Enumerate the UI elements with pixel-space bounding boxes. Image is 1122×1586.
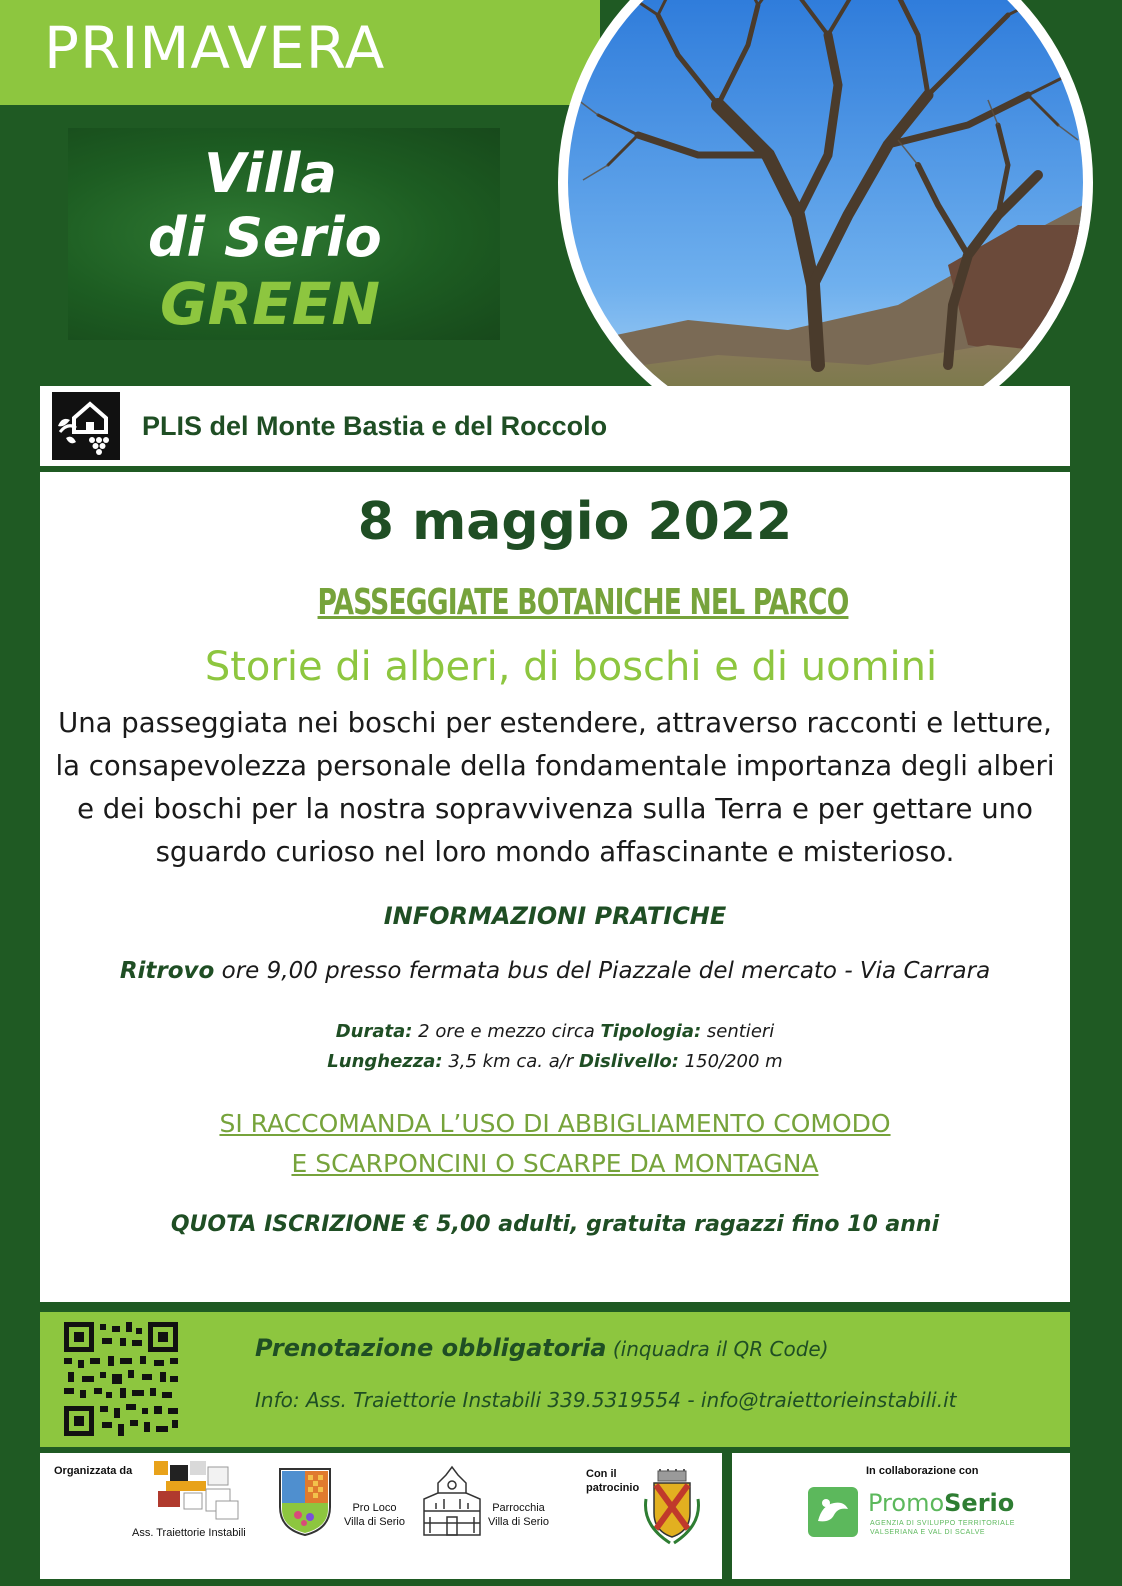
event-title: PASSEGGIATE BOTANICHE NEL PARCO [317, 582, 849, 623]
parrocchia-line-1: Parrocchia [492, 1502, 545, 1514]
elevation-value: 150/200 m [678, 1051, 783, 1072]
coat-of-arms-icon [640, 1469, 704, 1547]
patronage-line-1: Con il [586, 1468, 617, 1480]
length-label: Lunghezza: [327, 1051, 443, 1072]
season-banner [0, 0, 600, 105]
info-heading: INFORMAZIONI PRATICHE [383, 902, 727, 930]
church-icon [420, 1465, 484, 1537]
traiettorie-logo-icon [154, 1461, 244, 1523]
meeting-text: ore 9,00 presso fermata bus del Piazzale del mercato - Via Carrara [214, 958, 991, 984]
tree-landscape-illustration [568, 0, 1083, 440]
season-label: PRIMAVERA [44, 14, 386, 82]
meeting-label: Ritrovo [119, 958, 215, 984]
logo-line-3: GREEN [160, 270, 381, 338]
booking-contact: Info: Ass. Traiettorie Instabili 339.5319554 - info@traiettorieinstabili.it [255, 1388, 957, 1412]
traiettorie-instabili-logo [154, 1461, 244, 1523]
promoserio-word-a: Promo [868, 1489, 945, 1517]
municipal-coat-of-arms [640, 1469, 704, 1547]
pro-loco-crest [278, 1467, 332, 1537]
elevation-label: Dislivello: [578, 1051, 679, 1072]
organized-by-label [54, 1465, 132, 1477]
pro-loco-line-2: Villa di Serio [344, 1516, 405, 1528]
pro-loco-label [344, 1501, 405, 1529]
org-name: Ass. Traiettorie Instabili [132, 1527, 246, 1539]
plis-header [40, 386, 1070, 466]
event-subtitle: Storie di alberi, di boschi e di uomini [204, 644, 938, 690]
collaboration-footer [732, 1453, 1070, 1579]
walk-details [40, 1017, 1070, 1077]
shield-icon [278, 1467, 332, 1537]
event-details [40, 472, 1070, 1302]
organized-by-text: Organizzata da [54, 1465, 133, 1477]
booking-required [255, 1334, 829, 1362]
booking-note: (inquadra il QR Code) [606, 1337, 829, 1361]
recommendation [40, 1104, 1070, 1184]
duration-label: Durata: [335, 1021, 413, 1042]
plis-title: PLIS del Monte Bastia e del Roccolo [142, 411, 608, 441]
meeting-point [40, 958, 1070, 984]
church-illustration [420, 1465, 484, 1537]
booking-label: Prenotazione obbligatoria [255, 1334, 607, 1362]
parrocchia-label [488, 1501, 549, 1529]
tree-photo [558, 0, 1093, 450]
organizers-footer [40, 1453, 722, 1579]
details-row-2 [40, 1047, 1070, 1077]
patronage-line-2: patrocinio [586, 1482, 640, 1494]
qr-code[interactable] [64, 1322, 178, 1436]
logo-line-1: Villa [204, 142, 337, 205]
fee-info: QUOTA ISCRIZIONE € 5,00 adulti, gratuita ragazzi fino 10 anni [170, 1212, 940, 1237]
villa-di-serio-green-logo [68, 128, 500, 340]
recommendation-line-1: SI RACCOMANDA L’USO DI ABBIGLIAMENTO COMODO [219, 1109, 891, 1138]
logo-line-2: di Serio [148, 206, 382, 269]
duration-value: 2 ore e mezzo circa [412, 1021, 601, 1042]
event-description: Una passeggiata nei boschi per estendere, attraverso racconti e letture, la consapevolezza personale della fondamentale importanza degli alberi e dei boschi per la nostra sopravvivenza sulla Terra e per gettare uno sguardo curioso nel loro mondo affascinante e misterioso. [55, 707, 1055, 868]
recommendation-line-2: E SCARPONCINI O SCARPE DA MONTAGNA [291, 1149, 819, 1178]
collab-label [866, 1465, 978, 1477]
house-grape-icon [52, 392, 120, 460]
booking-section [40, 1312, 1070, 1447]
promoserio-icon [808, 1487, 858, 1537]
parrocchia-line-2: Villa di Serio [488, 1516, 549, 1528]
type-label: Tipologia: [600, 1021, 702, 1042]
details-row-1 [40, 1017, 1070, 1047]
pro-loco-line-1: Pro Loco [352, 1502, 397, 1514]
promoserio-tagline-2: VALSERIANA E VAL DI SCALVE [870, 1529, 986, 1536]
type-value: sentieri [701, 1021, 775, 1042]
event-date: 8 maggio 2022 [357, 492, 793, 552]
promoserio-logo-mark [808, 1487, 858, 1537]
promoserio-tagline-1: AGENZIA DI SVILUPPO TERRITORIALE [870, 1520, 1015, 1527]
promoserio-wordmark [868, 1489, 1014, 1517]
qr-code-icon [64, 1322, 178, 1436]
promoserio-tagline [870, 1519, 1015, 1537]
patronage-label [586, 1467, 639, 1495]
length-value: 3,5 km ca. a/r [442, 1051, 579, 1072]
plis-logo [52, 392, 120, 460]
promoserio-word-b: Serio [944, 1489, 1015, 1517]
collab-text: In collaborazione con [866, 1465, 979, 1477]
